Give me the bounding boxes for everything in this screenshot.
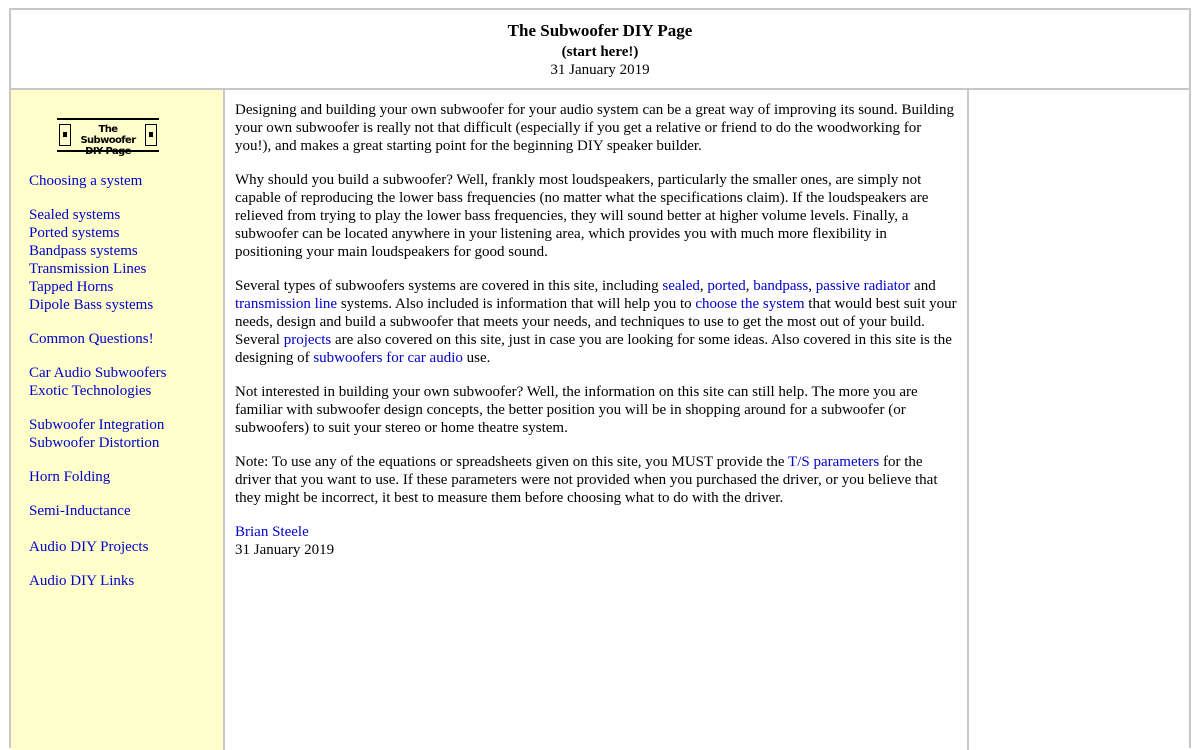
logo-top-bar — [57, 118, 159, 120]
nav-link-horn-folding[interactable]: Horn Folding — [29, 469, 111, 485]
nav-link-ported-systems[interactable]: Ported systems — [29, 225, 120, 241]
why-paragraph: Why should you build a subwoofer? Well, frankly most loudspeakers, particularly the smaller ones, are simply not capable of reproducing the lower bass frequencies (no matter what the specifications claim). If the loudspeakers are relieved from trying to play the lower bass frequencies, they will sound better at higher volume levels. Finally, a subwoofer can be located anywhere in your listening area, which provides you with much more flexibility in positioning your main loudspeakers for good sound. — [235, 172, 929, 260]
sidebar-nav — [29, 172, 219, 606]
nav-link-choosing-a-system[interactable]: Choosing a system — [29, 173, 143, 189]
nav-link-semi-inductance[interactable]: Semi-Inductance — [29, 503, 131, 519]
text-span: that would best suit your needs, design and build a subwoofer that meets your needs, and techniques to use to get the most out of your build. Several — [235, 296, 957, 348]
nav-link-tapped-horns[interactable]: Tapped Horns — [29, 279, 114, 295]
intro-paragraph: Designing and building your own subwoofer for your audio system can be a great way of improving its sound. Building your own subwoofer is really not that difficult (especially if you get a relative or friend to do the woodworking for you!), and makes a great starting point for the beginning DIY speaker builder. — [235, 102, 955, 154]
text-span: , — [808, 278, 816, 294]
signature — [235, 523, 957, 559]
logo-line-2: DIY Page — [85, 146, 131, 157]
text-span: , — [745, 278, 754, 294]
nav-group — [29, 538, 219, 556]
text-span: are also covered on this site, just in case you are looking for some ideas. Also covered in this site is the designing of — [235, 332, 952, 366]
link-ported[interactable]: ported — [707, 278, 746, 294]
nav-link-common-questions[interactable]: Common Questions! — [29, 331, 154, 347]
speaker-right-icon — [145, 124, 157, 146]
header-date: 31 January 2019 — [550, 62, 650, 78]
link-passive-radiator[interactable]: passive radiator — [815, 278, 911, 294]
main-content — [225, 90, 969, 750]
not-interested-paragraph: Not interested in building your own subwoofer? Well, the information on this site can still help. The more you are familiar with subwoofer design concepts, the better position you will be in shopping around for a subwoofer (or subwoofers) to suit your stereo or home theatre system. — [235, 384, 918, 436]
nav-group — [29, 206, 219, 314]
text-span: and — [910, 278, 936, 294]
types-paragraph — [235, 277, 957, 367]
nav-link-car-audio-subwoofers[interactable]: Car Audio Subwoofers — [29, 365, 167, 381]
nav-link-audio-diy-links[interactable]: Audio DIY Links — [29, 573, 135, 589]
nav-group — [29, 364, 219, 400]
page-title: The Subwoofer DIY Page — [507, 21, 693, 40]
text-span: systems. Also included is information that will help you to — [337, 296, 696, 312]
note-paragraph — [235, 453, 957, 507]
nav-link-exotic-technologies[interactable]: Exotic Technologies — [29, 383, 152, 399]
link-sealed[interactable]: sealed — [662, 278, 700, 294]
nav-link-subwoofer-integration[interactable]: Subwoofer Integration — [29, 417, 165, 433]
logo-line-1: The Subwoofer — [80, 124, 136, 146]
nav-link-dipole-bass-systems[interactable]: Dipole Bass systems — [29, 297, 154, 313]
sidebar — [11, 90, 225, 750]
text-span: Several types of subwoofers systems are covered in this site, including — [235, 278, 663, 294]
page-header — [11, 10, 1189, 90]
nav-link-sealed-systems[interactable]: Sealed systems — [29, 207, 121, 223]
link-choose-the-system[interactable]: choose the system — [695, 296, 805, 312]
nav-group — [29, 572, 219, 590]
link-bandpass[interactable]: bandpass — [753, 278, 809, 294]
nav-link-subwoofer-distortion[interactable]: Subwoofer Distortion — [29, 435, 160, 451]
link-ts-parameters[interactable]: T/S parameters — [788, 454, 880, 470]
text-span: for the driver that you want to use. If these parameters were not provided when you purchased the driver, or you believe that they might be incorrect, it best to measure them before choosing what to do with the driver. — [235, 454, 938, 506]
author-link[interactable]: Brian Steele — [235, 524, 309, 540]
nav-link-bandpass-systems[interactable]: Bandpass systems — [29, 243, 138, 259]
nav-group — [29, 330, 219, 348]
text-span: , — [699, 278, 708, 294]
page-frame — [9, 8, 1191, 748]
logo-text — [73, 124, 143, 157]
nav-group — [29, 468, 219, 486]
text-span: use. — [462, 350, 491, 366]
link-projects[interactable]: projects — [283, 332, 332, 348]
nav-link-audio-diy-projects[interactable]: Audio DIY Projects — [29, 539, 149, 555]
text-span: Note: To use any of the equations or spreadsheets given on this site, you MUST provide the — [235, 454, 789, 470]
link-transmission-line[interactable]: transmission line — [235, 296, 338, 312]
site-logo[interactable] — [57, 118, 159, 157]
right-column — [971, 90, 1189, 750]
page-subtitle: (start here!) — [561, 44, 639, 60]
signature-date: 31 January 2019 — [235, 542, 335, 558]
nav-group — [29, 416, 219, 452]
link-subwoofers-for-car-audio[interactable]: subwoofers for car audio — [313, 350, 463, 366]
nav-group — [29, 172, 219, 190]
nav-link-transmission-lines[interactable]: Transmission Lines — [29, 261, 147, 277]
nav-group — [29, 502, 219, 520]
speaker-left-icon — [59, 124, 71, 146]
